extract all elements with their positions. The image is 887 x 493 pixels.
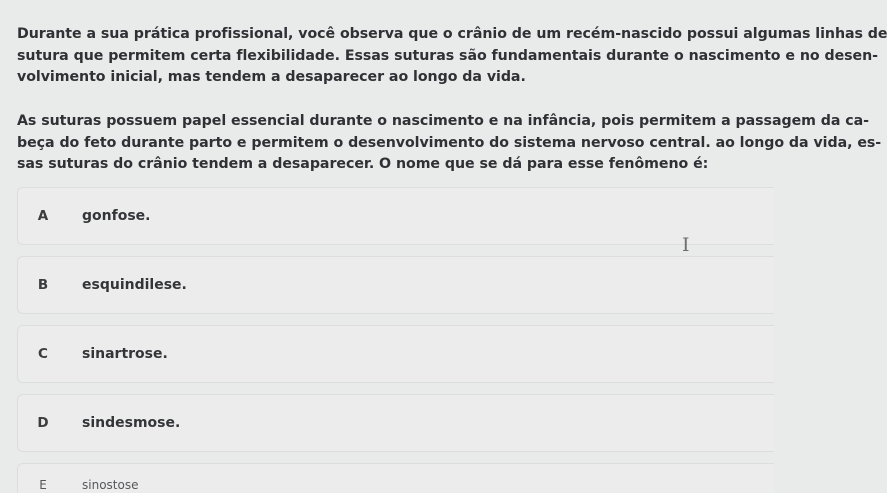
question-paragraph-1 [17, 24, 887, 89]
option-c[interactable] [17, 325, 774, 383]
option-e[interactable] [17, 463, 774, 493]
option-letter: B [37, 277, 49, 293]
option-text: gonfose. [82, 208, 151, 224]
question-line: volvimento inicial, mas tendem a desaparecer ao longo da vida. [17, 69, 526, 85]
question-line: sutura que permitem certa flexibilidade. Essas suturas são fundamentais durante o nascimento e no desen- [17, 47, 879, 64]
option-letter: A [37, 208, 49, 224]
option-letter: E [39, 478, 47, 492]
question-line: sas suturas do crânio tendem a desaparecer. O nome que se dá para esse fenômeno é: [17, 156, 709, 172]
option-text: sinartrose. [82, 346, 168, 362]
option-text: sinostose [82, 478, 139, 492]
option-text: esquindilese. [82, 277, 187, 293]
question-line: Durante a sua prática profissional, você observa que o crânio de um recém-nascido possui algumas linhas de [17, 26, 887, 42]
option-a[interactable] [17, 187, 774, 245]
option-letter: D [37, 415, 49, 431]
answer-options-list [17, 187, 774, 493]
option-d[interactable] [17, 394, 774, 452]
option-b[interactable] [17, 256, 774, 314]
option-text: sindesmose. [82, 415, 181, 431]
option-letter: C [38, 346, 48, 362]
question-line: beça do feto durante parto e permitem o desenvolvimento do sistema nervoso central. ao longo da vida, es- [17, 134, 882, 151]
question-line: As suturas possuem papel essencial durante o nascimento e na infância, pois permitem a passagem da ca- [17, 113, 870, 129]
question-paragraph-2 [17, 111, 882, 176]
text-cursor-icon: I [682, 234, 690, 256]
